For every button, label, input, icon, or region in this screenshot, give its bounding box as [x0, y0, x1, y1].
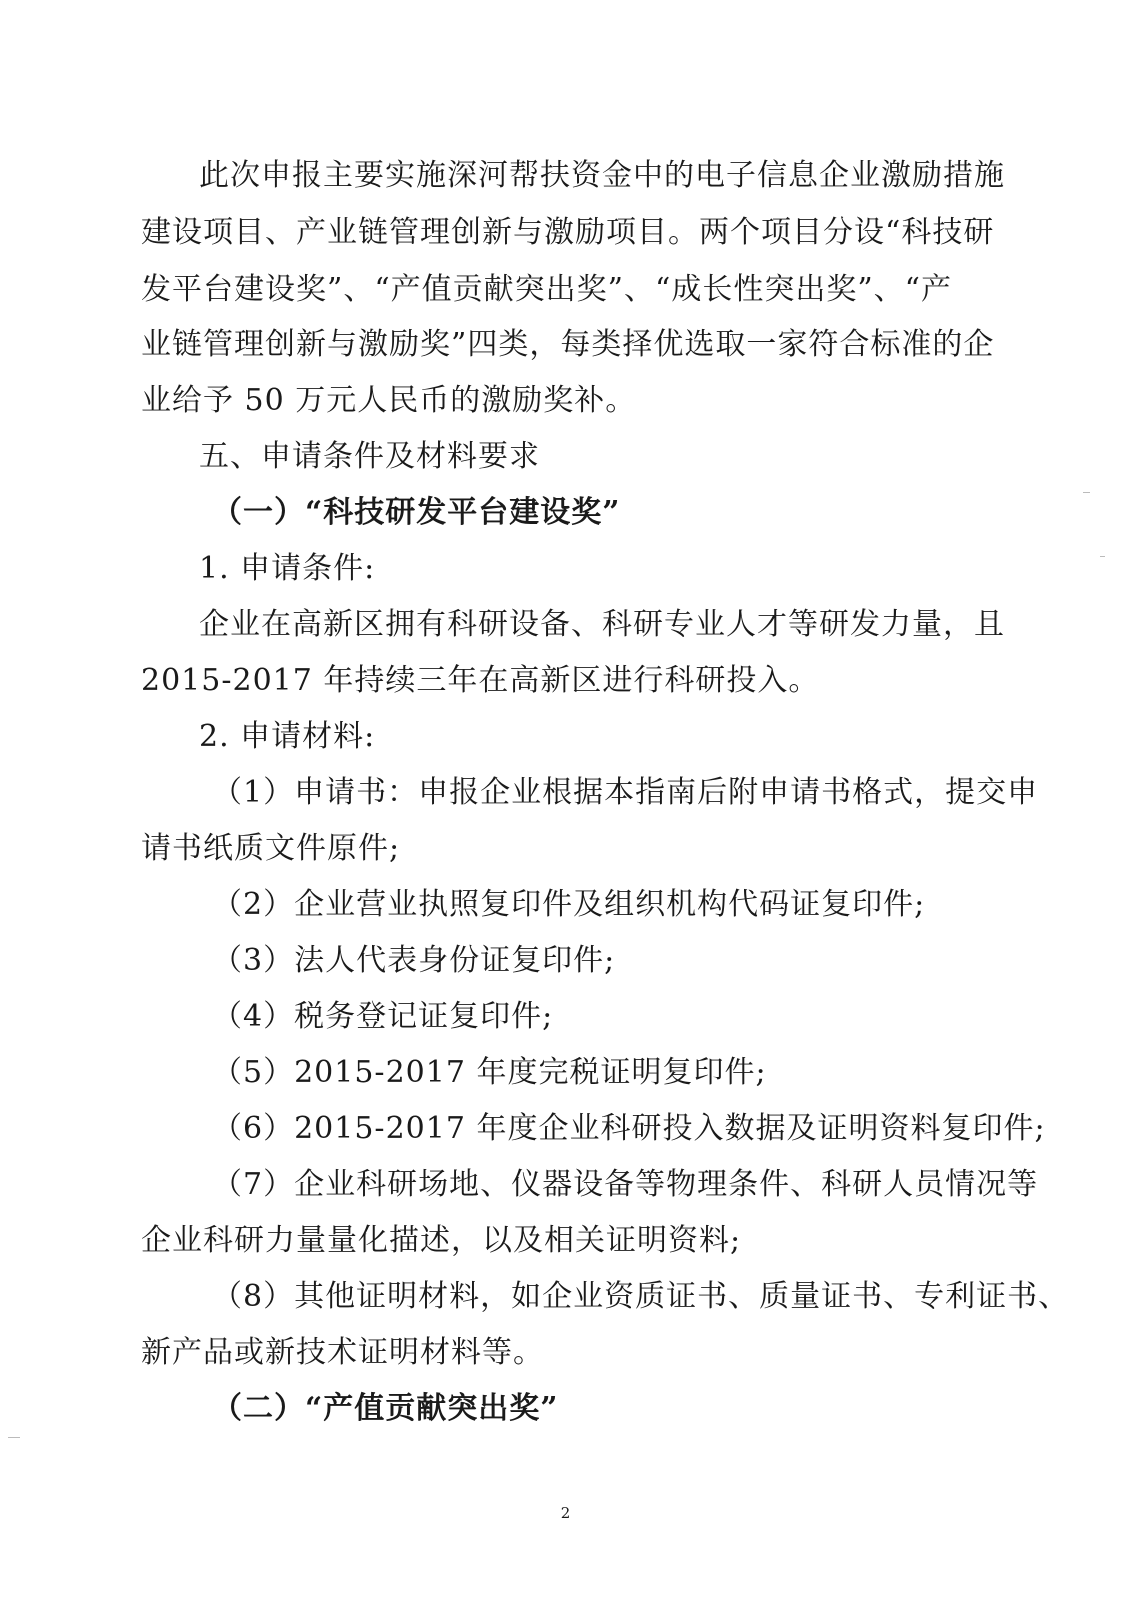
list-item-continuation: 企业科研力量量化描述，以及相关证明资料;	[141, 1223, 742, 1258]
item-heading: 2. 申请材料:	[199, 719, 376, 754]
body-paragraph-line: 发平台建设奖”、“产值贡献突出奖”、“成长性突出奖”、“产	[141, 272, 953, 307]
list-item: （5）2015-2017 年度完税证明复印件;	[212, 1055, 767, 1090]
list-item: （4）税务登记证复印件;	[212, 999, 554, 1034]
body-paragraph-line: 业给予 50 万元人民币的激励奖补。	[141, 383, 637, 418]
list-item-continuation: 请书纸质文件原件;	[141, 831, 401, 866]
body-paragraph-line: 此次申报主要实施深河帮扶资金中的电子信息企业激励措施	[199, 158, 1005, 193]
page-number: 2	[560, 1504, 571, 1522]
item-heading: 1. 申请条件:	[199, 551, 376, 586]
body-paragraph-line: 业链管理创新与激励奖”四类，每类择优选取一家符合标准的企	[141, 327, 995, 362]
list-item: （7）企业科研场地、仪器设备等物理条件、科研人员情况等	[212, 1167, 1039, 1202]
subsection-heading: （二）“产值贡献突出奖”	[212, 1391, 559, 1426]
body-paragraph-line: 2015-2017 年持续三年在高新区进行科研投入。	[141, 663, 820, 698]
list-item: （6）2015-2017 年度企业科研投入数据及证明资料复印件;	[212, 1111, 1046, 1146]
list-item: （8）其他证明材料，如企业资质证书、质量证书、专利证书、	[212, 1279, 1070, 1314]
scan-artifact	[8, 1437, 20, 1438]
list-item: （1）申请书：申报企业根据本指南后附申请书格式，提交申	[212, 775, 1039, 810]
section-heading: 五、申请条件及材料要求	[199, 439, 540, 474]
body-paragraph-line: 建设项目、产业链管理创新与激励项目。两个项目分设“科技研	[141, 215, 995, 250]
list-item: （2）企业营业执照复印件及组织机构代码证复印件;	[212, 887, 926, 922]
list-item-continuation: 新产品或新技术证明材料等。	[141, 1335, 544, 1370]
body-paragraph-line: 企业在高新区拥有科研设备、科研专业人才等研发力量，且	[199, 607, 1005, 642]
list-item: （3）法人代表身份证复印件;	[212, 943, 616, 978]
subsection-heading: （一）“科技研发平台建设奖”	[212, 495, 621, 530]
scan-artifact	[1083, 492, 1090, 493]
scan-artifact	[1100, 556, 1105, 557]
